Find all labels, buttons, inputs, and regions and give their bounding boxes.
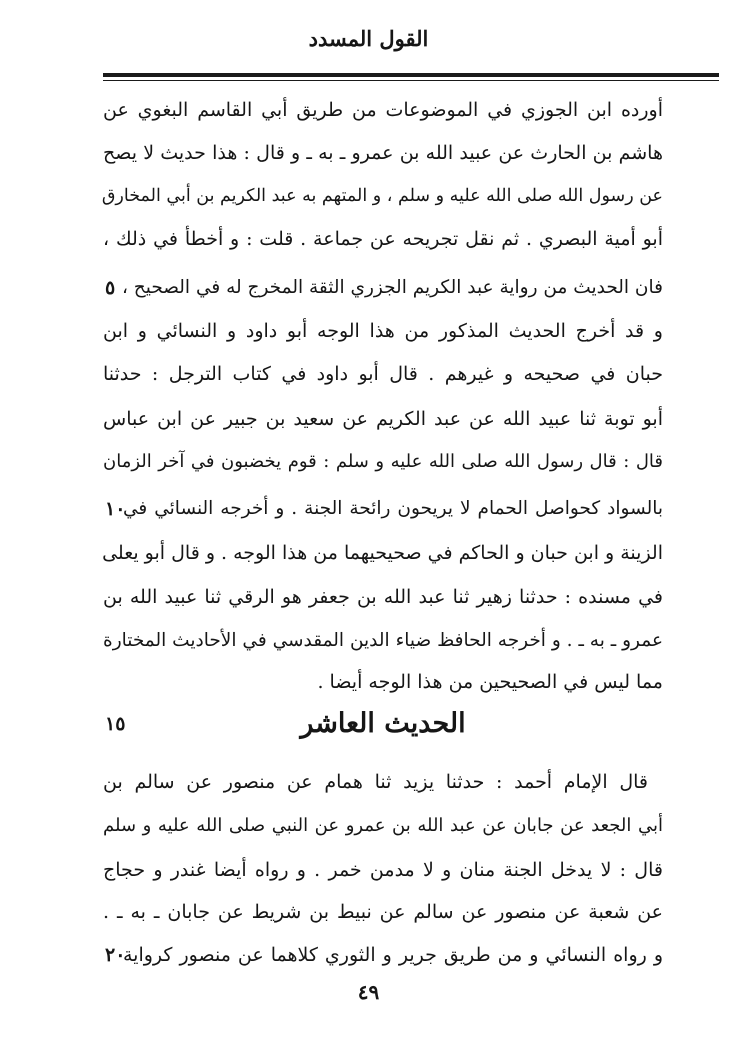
section-heading: الحديث العاشر <box>300 708 466 739</box>
text-line: قال : قال رسول الله صلى الله عليه و سلم : قوم يخضبون في آخر الزمان <box>103 451 663 472</box>
text-line: في مسنده : حدثنا زهير ثنا عبد الله بن جعفر هو الرقي ثنا عبيد الله بن <box>103 586 663 608</box>
header-rule-thick <box>103 73 719 77</box>
text-line: عن شعبة عن منصور عن سالم عن نبيط بن شريط عن جابان ـ به ـ . <box>103 901 663 923</box>
line-number: ١٥ <box>105 713 126 735</box>
text-line: و رواه النسائي و من طريق جرير و الثوري كلاهما عن منصور كرواية <box>123 944 663 966</box>
text-line: حبان في صحيحه و غيرهم . قال أبو داود في كتاب الترجل : حدثنا <box>103 363 663 385</box>
page-number: ٤٩ <box>357 980 380 1004</box>
running-head: القول المسدد <box>308 26 429 51</box>
text-line: عمرو ـ به ـ . و أخرجه الحافظ ضياء الدين المقدسي في الأحاديث المختارة <box>103 630 663 651</box>
line-number: ٢٠ <box>105 944 126 966</box>
text-line: أبو توبة ثنا عبيد الله عن عبد الكريم عن سعيد بن جبير عن ابن عباس <box>103 408 663 430</box>
text-line: و قد أخرج الحديث المذكور من هذا الوجه أبو داود و النسائي و ابن <box>103 320 663 342</box>
line-number: ١٠ <box>105 498 126 520</box>
text-line: أبي الجعد عن جابان عن عبد الله بن عمرو عن النبي صلى الله عليه و سلم <box>103 815 663 836</box>
text-line: أبو أمية البصري . ثم نقل تجريحه عن جماعة . قلت : و أخطأ في ذلك ، <box>103 228 663 250</box>
text-line: مما ليس في الصحيحين من هذا الوجه أيضا . <box>317 671 663 693</box>
text-line: أورده ابن الجوزي في الموضوعات من طريق أبي القاسم البغوي عن <box>103 99 663 121</box>
text-line: بالسواد كحواصل الحمام لا يريحون رائحة الجنة . و أخرجه النسائي في <box>123 498 663 519</box>
text-line: الزينة و ابن حبان و الحاكم في صحيحيهما من هذا الوجه . و قال أبو يعلى <box>102 542 663 564</box>
text-line: هاشم بن الحارث عن عبيد الله بن عمرو ـ به ـ و قال : هذا حديث لا يصح <box>103 142 663 164</box>
text-line: قال : لا يدخل الجنة منان و لا مدمن خمر . و رواه أيضا غندر و حجاج <box>103 859 663 881</box>
header-rule-thin <box>103 80 719 81</box>
line-number: ٥ <box>105 277 116 299</box>
text-line: قال الإمام أحمد : حدثنا يزيد ثنا همام عن منصور عن سالم بن <box>103 771 648 793</box>
text-line: فان الحديث من رواية عبد الكريم الجزري الثقة المخرج له في الصحيح ، <box>121 277 663 298</box>
text-line: عن رسول الله صلى الله عليه و سلم ، و المتهم به عبد الكريم بن أبي المخارق <box>101 186 663 206</box>
